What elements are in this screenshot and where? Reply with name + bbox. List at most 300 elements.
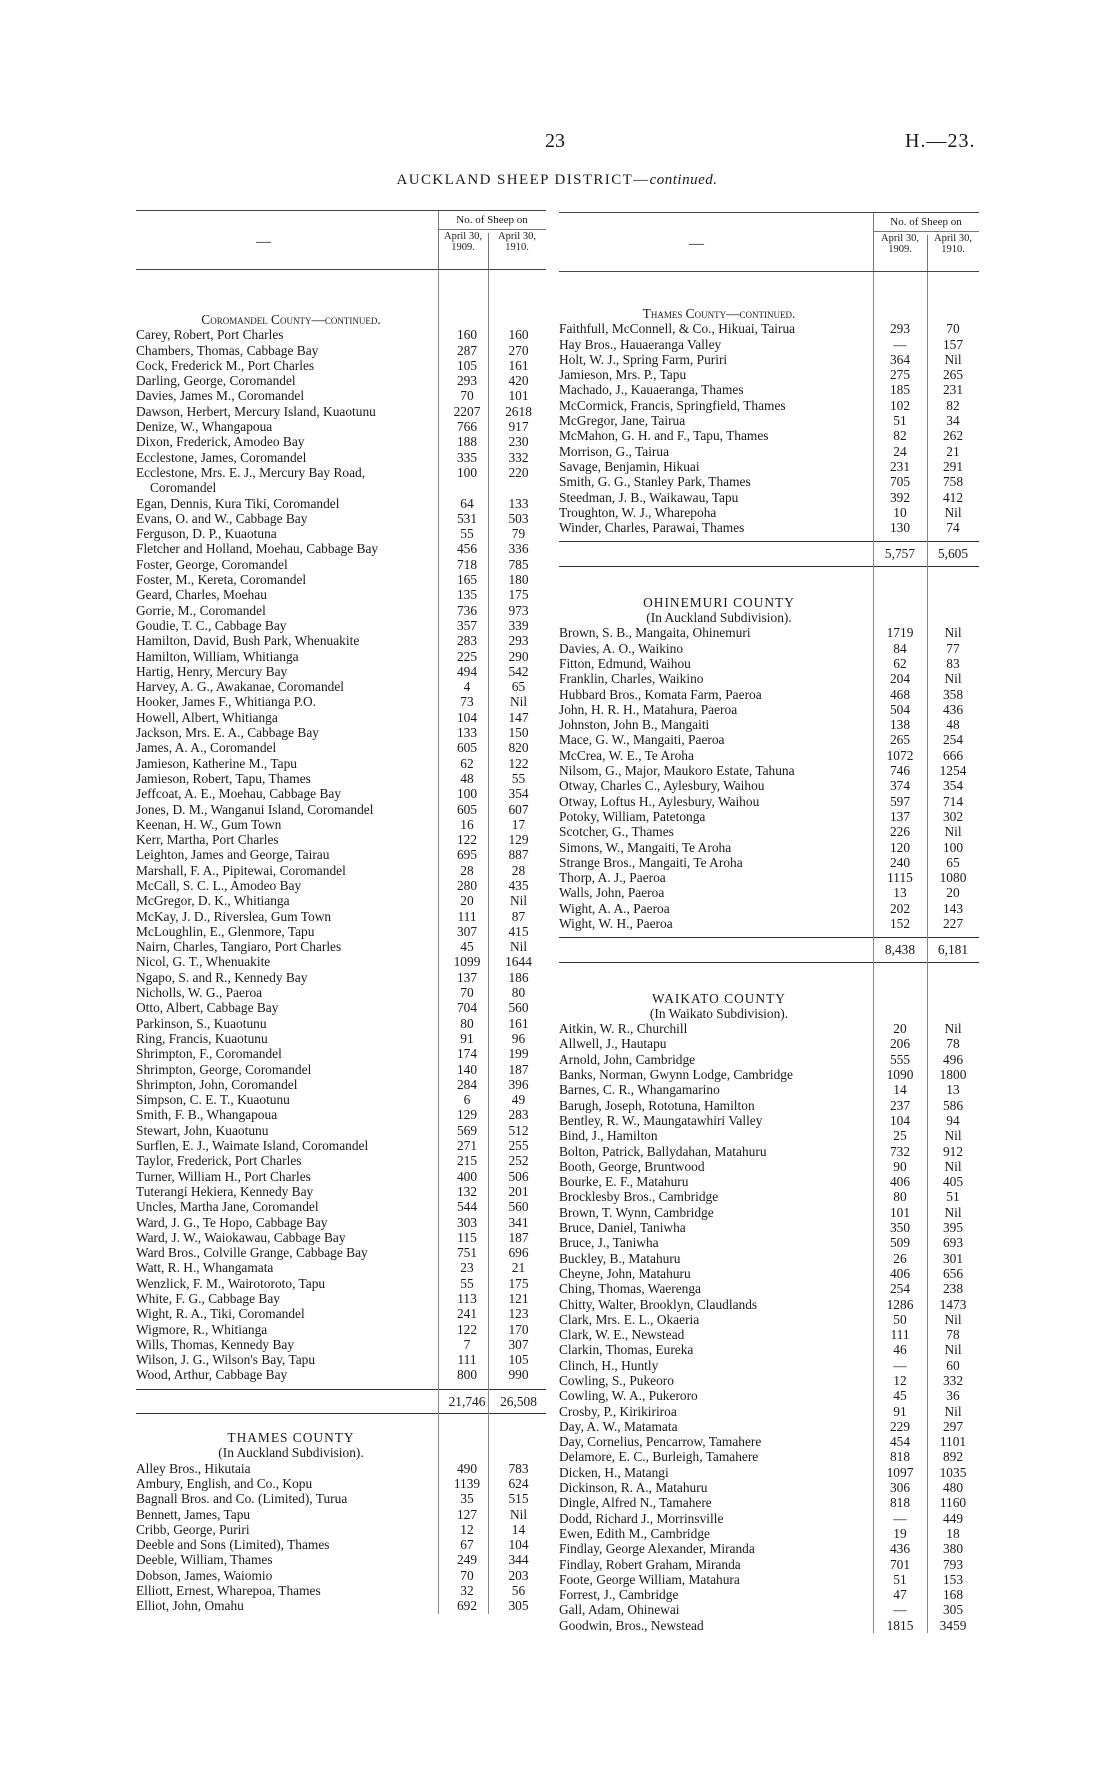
row-value-1909: 26 — [893, 1250, 907, 1266]
table-row — [136, 664, 546, 679]
page-number: 23 — [545, 130, 565, 152]
row-name: Day, Cornelius, Pencarrow, Tamahere — [559, 1434, 762, 1450]
right-header-col-1910: April 30, 1910. — [934, 233, 972, 255]
row-value-1910: 396 — [508, 1076, 529, 1092]
row-value-1910: 301 — [942, 1250, 964, 1266]
table-row — [136, 1583, 546, 1598]
row-value-1909: 111 — [457, 908, 477, 924]
row-name: Turner, William H., Port Charles — [136, 1168, 311, 1184]
row-name: Bruce, Daniel, Taniwha — [559, 1220, 686, 1236]
row-name: Steedman, J. B., Waikawau, Tapu — [559, 489, 739, 505]
table-row — [136, 1461, 546, 1476]
row-value-1910: 20 — [946, 885, 960, 901]
coromandel-rows — [136, 327, 546, 1382]
right-table-header — [559, 212, 979, 272]
row-value-1910: 230 — [508, 434, 529, 450]
ohinemuri-total-1909: 8,438 — [884, 942, 916, 958]
row-value-1910: Nil — [944, 1342, 962, 1358]
table-row — [559, 1373, 979, 1388]
row-value-1910: 262 — [942, 428, 964, 444]
row-name: Ecclestone, James, Coromandel — [136, 449, 307, 465]
row-value-1910: 270 — [508, 342, 529, 358]
row-name: Winder, Charles, Parawai, Thames — [559, 520, 745, 536]
row-value-1909: 701 — [889, 1556, 911, 1572]
row-name: John, H. R. H., Matahura, Paeroa — [559, 701, 738, 717]
district-title — [0, 172, 1114, 189]
row-value-1910: 133 — [508, 495, 529, 511]
row-value-1909: 6 — [463, 1092, 471, 1108]
row-value-1910: 354 — [942, 778, 964, 794]
row-value-1909: 132 — [456, 1183, 478, 1199]
table-row — [559, 778, 979, 793]
row-value-1910: 203 — [508, 1567, 529, 1583]
row-value-1909: 104 — [889, 1112, 911, 1128]
table-row — [559, 824, 979, 839]
row-value-1910: 21 — [946, 443, 960, 459]
right-header-sheep-label: No. of Sheep on — [890, 216, 962, 228]
row-value-1910: 14 — [511, 1521, 526, 1537]
row-value-1910: 1800 — [939, 1067, 967, 1083]
left-header-col-1909: April 30, 1909. — [444, 231, 482, 253]
row-value-1910: 607 — [508, 801, 529, 817]
row-name: Cribb, George, Puriri — [136, 1521, 250, 1537]
coromandel-total-1910: 26,508 — [500, 1393, 537, 1409]
row-value-1910: 65 — [511, 679, 526, 695]
thames-total-1909: 5,757 — [884, 546, 916, 562]
row-value-1909: 70 — [460, 388, 474, 404]
table-row — [559, 625, 979, 640]
row-name: Tuterangi Hekiera, Kennedy Bay — [136, 1183, 314, 1199]
row-value-1910: Nil — [944, 824, 962, 840]
row-value-1909: 45 — [460, 939, 474, 955]
row-value-1910: 104 — [508, 1537, 529, 1553]
row-value-1909: 105 — [456, 357, 478, 373]
row-value-1909: 490 — [456, 1460, 478, 1476]
table-row — [136, 1016, 546, 1031]
row-name: Deeble, William, Thames — [136, 1552, 273, 1568]
row-value-1909: 67 — [460, 1537, 474, 1553]
row-value-1910: 252 — [508, 1153, 529, 1169]
row-value-1909: 605 — [456, 801, 478, 817]
table-row — [136, 1522, 546, 1537]
row-name: Forrest, J., Cambridge — [559, 1587, 679, 1603]
row-name: Dawson, Herbert, Mercury Island, Kuaotunu — [136, 403, 376, 419]
row-value-1909: 454 — [889, 1434, 911, 1450]
row-value-1909: 818 — [889, 1449, 911, 1465]
row-value-1910: 34 — [946, 413, 960, 429]
row-name: Foster, George, Coromandel — [136, 556, 288, 572]
ohinemuri-total-1910: 6,181 — [937, 942, 969, 958]
row-name: Watt, R. H., Whangamata — [136, 1260, 274, 1276]
table-row — [559, 809, 979, 824]
row-name: McCormick, Francis, Springfield, Thames — [559, 397, 786, 413]
row-name: Keenan, H. W., Gum Town — [136, 816, 282, 832]
table-row — [559, 1235, 979, 1250]
table-row — [136, 572, 546, 587]
row-value-1910: Nil — [944, 351, 962, 367]
table-row — [136, 1352, 546, 1367]
table-row — [559, 717, 979, 732]
row-value-1910: 990 — [508, 1367, 529, 1383]
table-row — [136, 465, 546, 480]
table-row — [559, 840, 979, 855]
row-value-1910: 70 — [946, 321, 960, 337]
row-value-1910: 586 — [942, 1097, 964, 1113]
row-value-1910: 305 — [508, 1598, 529, 1614]
table-row — [136, 1123, 546, 1138]
row-value-1909: 204 — [889, 671, 911, 687]
row-value-1910: 180 — [508, 572, 529, 588]
row-name: Nilsom, G., Major, Maukoro Estate, Tahuna — [559, 763, 795, 779]
row-name: Hamilton, William, Whitianga — [136, 648, 299, 664]
row-name: Cock, Frederick M., Port Charles — [136, 357, 315, 373]
row-value-1909: 35 — [460, 1491, 474, 1507]
row-name: Brocklesby Bros., Cambridge — [559, 1189, 719, 1205]
table-row — [559, 1052, 979, 1067]
row-value-1910: 168 — [942, 1587, 964, 1603]
table-row — [559, 367, 979, 382]
table-row — [136, 832, 546, 847]
row-value-1910: 122 — [508, 755, 529, 771]
table-row — [136, 404, 546, 419]
row-value-1910: Nil — [944, 1403, 962, 1419]
table-row — [559, 1618, 979, 1633]
row-value-1910: 293 — [508, 633, 529, 649]
row-value-1909: 55 — [460, 1275, 474, 1291]
coromandel-total-row — [136, 1389, 546, 1414]
row-name: Arnold, John, Cambridge — [559, 1051, 696, 1067]
table-row — [136, 1077, 546, 1092]
row-value-1910: Nil — [944, 671, 962, 687]
section-heading-thames-cont: Thames County—continued. — [642, 306, 796, 321]
row-value-1909: — — [893, 336, 907, 352]
left-table-header — [136, 210, 546, 270]
row-name: Ecclestone, Mrs. E. J., Mercury Bay Road, — [136, 464, 366, 480]
table-row — [559, 1067, 979, 1082]
row-value-1909: 133 — [456, 725, 478, 741]
row-name: Shrimpton, F., Coromandel — [136, 1046, 282, 1062]
row-value-1909: 531 — [456, 510, 478, 526]
row-value-1909: 271 — [456, 1138, 478, 1154]
table-row — [136, 878, 546, 893]
table-row — [136, 985, 546, 1000]
row-name: Jeffcoat, A. E., Moehau, Cabbage Bay — [136, 786, 342, 802]
ohinemuri-total-row — [559, 937, 979, 962]
row-name: Findlay, Robert Graham, Miranda — [559, 1556, 741, 1572]
row-value-1910 — [491, 480, 546, 495]
row-value-1909: 55 — [460, 526, 474, 542]
row-value-1910: 656 — [942, 1265, 964, 1281]
row-name: White, F. G., Cabbage Bay — [136, 1291, 280, 1306]
row-value-1910: 512 — [508, 1122, 529, 1138]
row-name: Alley Bros., Hikutaia — [136, 1460, 251, 1476]
row-value-1910: 60 — [946, 1357, 960, 1373]
row-value-1909: 127 — [456, 1506, 478, 1522]
table-row — [559, 656, 979, 671]
row-value-1909: 185 — [889, 382, 911, 398]
page-code: H.—23. — [905, 130, 976, 152]
row-value-1909: 24 — [893, 443, 907, 459]
row-value-1909: 130 — [889, 520, 911, 536]
table-row — [559, 321, 979, 336]
table-row — [136, 1230, 546, 1245]
row-value-1910: 1160 — [939, 1495, 967, 1511]
row-value-1909: 555 — [889, 1051, 911, 1067]
row-value-1910: 666 — [942, 747, 964, 763]
row-value-1910: 161 — [508, 357, 529, 373]
row-value-1909: 25 — [893, 1128, 907, 1144]
row-value-1910: 48 — [946, 717, 960, 733]
table-row — [136, 893, 546, 908]
row-name: Ring, Francis, Kuaotunu — [136, 1030, 268, 1046]
row-value-1909: — — [893, 1510, 907, 1526]
row-name: Jamieson, Katherine M., Tapu — [136, 755, 297, 771]
row-name: Chitty, Walter, Brooklyn, Claudlands — [559, 1296, 758, 1312]
row-name: Barugh, Joseph, Rototuna, Hamilton — [559, 1097, 755, 1113]
row-value-1909: 746 — [889, 763, 911, 779]
table-row — [559, 687, 979, 702]
row-value-1909: 1139 — [453, 1475, 481, 1491]
district-title-continued: continued. — [649, 172, 718, 188]
right-table-body — [559, 272, 979, 1633]
row-value-1909: 70 — [460, 1567, 474, 1583]
row-value-1909: 225 — [456, 648, 478, 664]
row-name: Wigmore, R., Whitianga — [136, 1321, 268, 1337]
row-name: Clark, W. E., Newstead — [559, 1327, 685, 1343]
row-value-1910: 55 — [511, 770, 526, 786]
row-name: Bagnall Bros. and Co. (Limited), Turua — [136, 1491, 348, 1507]
row-value-1909: 91 — [893, 1403, 907, 1419]
row-name: Otway, Loftus H., Aylesbury, Waihou — [559, 793, 760, 809]
row-value-1910: 175 — [508, 1275, 529, 1291]
row-name: Wills, Thomas, Kennedy Bay — [136, 1336, 295, 1352]
row-value-1909: 350 — [889, 1220, 911, 1236]
row-value-1910: 1254 — [939, 763, 967, 779]
row-value-1910: 696 — [508, 1245, 529, 1261]
row-name: Thorp, A. J., Paeroa — [559, 870, 666, 886]
row-value-1909: 241 — [456, 1306, 478, 1322]
row-name: McKay, J. D., Riverslea, Gum Town — [136, 908, 332, 924]
row-name: Ngapo, S. and R., Kennedy Bay — [136, 969, 308, 985]
row-name: Shrimpton, George, Coromandel — [136, 1061, 312, 1077]
row-value-1909: 19 — [893, 1525, 907, 1541]
row-value-1909: 160 — [456, 327, 478, 343]
row-name: Otway, Charles C., Aylesbury, Waihou — [559, 778, 765, 794]
table-row — [559, 1541, 979, 1556]
table-row — [559, 1159, 979, 1174]
row-name: Smith, G. G., Stanley Park, Thames — [559, 474, 751, 490]
row-name: Parkinson, S., Kuaotunu — [136, 1015, 267, 1031]
row-value-1910: 302 — [942, 808, 964, 824]
table-row — [559, 1128, 979, 1143]
row-name: Brown, S. B., Mangaita, Ohinemuri — [559, 625, 751, 641]
table-row — [136, 924, 546, 939]
left-header-dash: — — [256, 234, 271, 250]
row-value-1910: 3459 — [939, 1617, 967, 1633]
row-value-1910: 186 — [508, 969, 529, 985]
row-value-1909: 102 — [889, 397, 911, 413]
row-value-1910: 18 — [946, 1525, 960, 1541]
row-name: Mace, G. W., Mangaiti, Paeroa — [559, 732, 725, 748]
row-name: Ward, J. G., Te Hopo, Cabbage Bay — [136, 1214, 328, 1230]
table-row — [136, 1260, 546, 1275]
thames-rows — [136, 1461, 546, 1614]
row-value-1910: 887 — [508, 847, 529, 863]
section-heading-thames: THAMES COUNTY — [227, 1430, 355, 1446]
row-value-1909: 2207 — [453, 403, 481, 419]
row-value-1909: 122 — [456, 832, 478, 848]
row-value-1910: 87 — [511, 908, 526, 924]
row-value-1910: 624 — [508, 1475, 529, 1491]
row-value-1909: 1286 — [886, 1296, 914, 1312]
row-value-1909: 766 — [456, 419, 478, 435]
row-name: Jones, D. M., Wanganui Island, Coromandel — [136, 801, 374, 817]
table-row — [136, 343, 546, 358]
row-value-1909: 468 — [889, 686, 911, 702]
row-value-1910: 358 — [942, 686, 964, 702]
left-table-body — [136, 270, 546, 1614]
row-name: Simons, W., Mangaiti, Te Aroha — [559, 839, 732, 855]
table-row — [136, 1306, 546, 1321]
row-name: Clinch, H., Huntly — [559, 1357, 659, 1373]
row-value-1910: 56 — [511, 1583, 526, 1599]
row-name: Surflen, E. J., Waimate Island, Coromandel — [136, 1138, 369, 1154]
row-value-1910: 100 — [942, 839, 964, 855]
row-value-1910: 238 — [942, 1281, 964, 1297]
row-value-1910: Nil — [509, 893, 528, 909]
row-value-1910: 150 — [508, 725, 529, 741]
row-value-1909: 122 — [456, 1321, 478, 1337]
row-value-1909: 303 — [456, 1214, 478, 1230]
row-name: Day, A. W., Matamata — [559, 1418, 678, 1434]
row-value-1910: Nil — [944, 1128, 962, 1144]
row-value-1909: 306 — [889, 1480, 911, 1496]
row-value-1910: 129 — [508, 832, 529, 848]
row-name: Buckley, B., Matahuru — [559, 1250, 681, 1266]
row-value-1909: 254 — [889, 1281, 911, 1297]
row-value-1909: 229 — [889, 1418, 911, 1434]
row-value-1909: 46 — [893, 1342, 907, 1358]
table-row — [136, 526, 546, 541]
table-row — [559, 855, 979, 870]
table-row — [136, 541, 546, 556]
row-value-1909: 1719 — [886, 625, 914, 641]
row-name: Leighton, James and George, Tairau — [136, 847, 330, 863]
table-row — [136, 817, 546, 832]
row-value-1909: 47 — [893, 1587, 907, 1603]
row-value-1909: 80 — [893, 1189, 907, 1205]
table-row — [136, 327, 546, 342]
row-value-1909: 50 — [893, 1311, 907, 1327]
table-row — [136, 939, 546, 954]
row-value-1909: 504 — [889, 701, 911, 717]
thames-cont-rows — [559, 321, 979, 535]
row-value-1910: Nil — [509, 694, 528, 710]
row-value-1909: 364 — [889, 351, 911, 367]
row-name: Stewart, John, Kuaotunu — [136, 1122, 269, 1138]
row-name: Jamieson, Robert, Tapu, Thames — [136, 770, 311, 786]
table-row — [559, 1327, 979, 1342]
row-value-1910: 496 — [942, 1051, 964, 1067]
table-row — [136, 694, 546, 709]
row-name: Franklin, Charles, Waikino — [559, 671, 704, 687]
row-value-1910: 515 — [508, 1491, 529, 1507]
table-row — [136, 1322, 546, 1337]
table-row — [136, 1245, 546, 1260]
left-table — [136, 210, 546, 1614]
row-value-1909: 695 — [456, 847, 478, 863]
table-row — [136, 847, 546, 862]
table-row — [559, 1526, 979, 1541]
table-row — [559, 1388, 979, 1403]
row-value-1910: 758 — [942, 474, 964, 490]
table-row — [559, 1511, 979, 1526]
row-name: Geard, Charles, Moehau — [136, 587, 267, 603]
row-value-1910: 65 — [946, 854, 960, 870]
row-name: Dixon, Frederick, Amodeo Bay — [136, 434, 305, 450]
row-name: Gorrie, M., Coromandel — [136, 602, 266, 618]
table-row — [559, 1434, 979, 1449]
row-value-1910: Nil — [944, 504, 962, 520]
row-value-1910: 714 — [942, 793, 964, 809]
row-value-1910: 160 — [508, 327, 529, 343]
row-name: Wood, Arthur, Cabbage Bay — [136, 1367, 288, 1383]
row-name: Jackson, Mrs. E. A., Cabbage Bay — [136, 725, 319, 741]
row-value-1909: 111 — [890, 1327, 910, 1343]
row-value-1910: 820 — [508, 740, 529, 756]
row-name: Barnes, C. R., Whangamarino — [559, 1082, 720, 1098]
row-value-1909: 10 — [893, 504, 907, 520]
section-heading-ohinemuri: OHINEMURI COUNTY — [643, 594, 795, 610]
row-value-1910: Nil — [944, 1158, 962, 1174]
row-name: McGregor, Jane, Tairua — [559, 413, 686, 429]
row-name: Johnston, John B., Mangaiti — [559, 717, 710, 733]
row-name: Davies, James M., Coromandel — [136, 388, 305, 404]
table-row — [136, 1107, 546, 1122]
left-header-col-1910: April 30, 1910. — [498, 231, 536, 253]
table-row — [136, 511, 546, 526]
row-value-1909: 4 — [463, 679, 471, 695]
row-name: James, A. A., Coromandel — [136, 740, 277, 756]
row-value-1909: 249 — [456, 1552, 478, 1568]
row-value-1910: 80 — [511, 985, 526, 1001]
row-value-1909: 138 — [889, 717, 911, 733]
row-value-1910: 339 — [508, 617, 529, 633]
row-name: Wilson, J. G., Wilson's Bay, Tapu — [136, 1352, 316, 1368]
row-value-1910: 231 — [942, 382, 964, 398]
row-name: Kerr, Martha, Port Charles — [136, 832, 279, 848]
row-value-1909: 818 — [889, 1495, 911, 1511]
row-value-1909: 20 — [460, 893, 474, 909]
table-row — [136, 450, 546, 465]
table-row — [559, 382, 979, 397]
row-name: Booth, George, Bruntwood — [559, 1158, 705, 1174]
row-name: Allwell, J., Hautapu — [559, 1036, 667, 1052]
row-name: Carey, Robert, Port Charles — [136, 327, 284, 343]
table-row — [136, 480, 546, 495]
row-name: Ambury, English, and Co., Kopu — [136, 1475, 313, 1491]
row-name: Wenzlick, F. M., Wairotoroto, Tapu — [136, 1275, 326, 1291]
row-value-1909: 129 — [456, 1107, 478, 1123]
row-value-1910: 793 — [942, 1556, 964, 1572]
table-row — [136, 970, 546, 985]
table-row — [136, 771, 546, 786]
table-row — [136, 954, 546, 969]
row-value-1910: 49 — [511, 1092, 526, 1108]
row-value-1909: 113 — [457, 1291, 477, 1306]
row-name: Goodwin, Bros., Newstead — [559, 1617, 704, 1633]
row-value-1909: 13 — [893, 885, 907, 901]
